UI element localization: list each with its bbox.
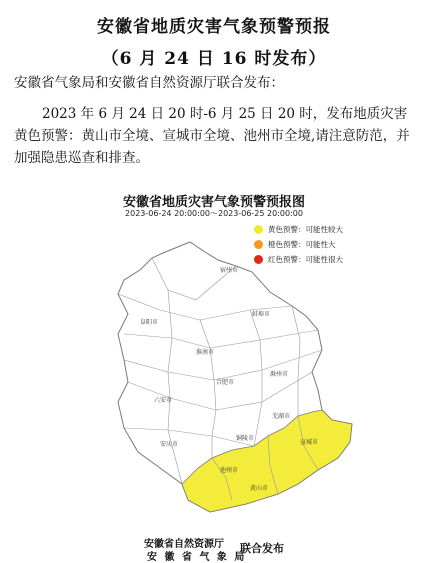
map-legend <box>254 222 343 267</box>
footer-org-resources: 安徽省自然资源厅 <box>144 539 224 550</box>
orange-dot-icon <box>254 240 263 249</box>
town-label: 蚌埠市 <box>252 311 271 318</box>
yellow-dot-icon <box>254 225 263 234</box>
town-label: 合肥市 <box>216 379 235 386</box>
town-label: 六安市 <box>154 397 173 404</box>
town-label: 淮南市 <box>196 349 215 356</box>
town-label: 黄山市 <box>250 485 269 492</box>
town-label: 滁州市 <box>270 371 289 378</box>
warning-paragraph: 2023 年 6 月 24 日 20 时-6 月 25 日 20 时，发布地质灾害黄色预警：黄山市全境、宣城市全境、池州市全境,请注意防范，并加强隐患巡查和排查。 <box>14 106 410 166</box>
legend-item-red <box>254 252 343 267</box>
page-subtitle: （6 月 24 日 16 时发布） <box>101 49 327 69</box>
legend-item-orange <box>254 237 343 252</box>
footer-joint-release: 联合发布 <box>240 542 284 555</box>
town-label: 芜湖市 <box>272 413 291 420</box>
town-label: 安庆市 <box>160 441 179 448</box>
intro-paragraph: 安徽省气象局和安徽省自然资源厅联合发布： <box>14 75 284 91</box>
red-dot-icon <box>254 255 263 264</box>
town-label: 铜陵市 <box>236 435 255 442</box>
legend-label: 红色预警：可能性很大 <box>268 255 343 264</box>
map-date-range: 2023-06-24 20:00:00～2023-06-25 20:00:00 <box>125 209 303 218</box>
footer-org-weather: 安 徽 省 气 象 局 <box>147 552 247 563</box>
map-title: 安徽省地质灾害气象预警预报图 <box>122 195 305 210</box>
page-title: 安徽省地质灾害气象预警预报 <box>97 17 331 37</box>
town-label: 池州市 <box>220 467 239 474</box>
town-label: 宿州市 <box>220 267 239 274</box>
legend-item-yellow <box>254 222 343 237</box>
town-label: 宣城市 <box>300 439 319 446</box>
town-label: 阜阳市 <box>140 319 159 326</box>
legend-label: 黄色预警：可能性较大 <box>268 225 343 234</box>
legend-label: 橙色预警：可能性大 <box>268 240 336 249</box>
